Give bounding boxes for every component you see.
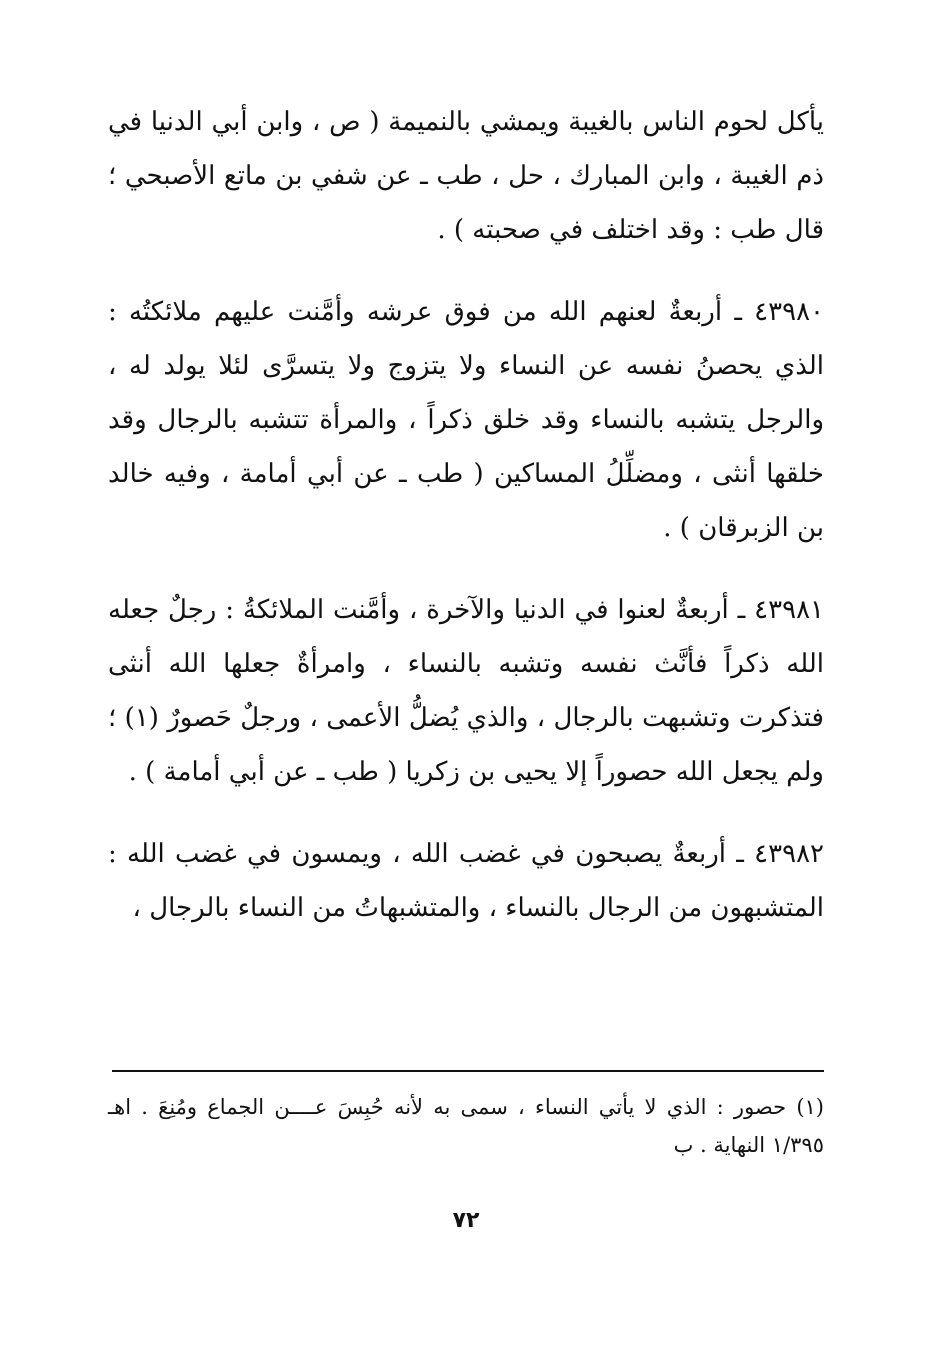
- main-text: [108, 95, 824, 963]
- footnote-divider: [112, 1070, 824, 1072]
- hadith-43981: ٤٣٩٨١ ـ أربعةٌ لعنوا في الدنيا والآخرة ، وأمَّنت الملائكةُ : رجلٌ جعله الله ذكراً فأنَّث نفسه وتشبه بالنساء ، وامرأةٌ جعلها الله أنثى فتذكرت وتشبهت بالرجال ، والذي يُضلُّ الأعمى ، ورجلٌ حَصورٌ (١) ؛ ولم يجعل الله حصوراً إلا يحيى بن زكريا ( طب ـ عن أبي أمامة ) .: [108, 595, 824, 787]
- page-number: ٧٢: [452, 1208, 480, 1233]
- hadith-43982: ٤٣٩٨٢ ـ أربعةٌ يصبحون في غضب الله ، ويمسون في غضب الله : المتشبهون من الرجال بالنساء ، والمتشبهاتُ من النساء بالرجال ،: [108, 839, 824, 923]
- paragraph-continuation: يأكل لحوم الناس بالغيبة ويمشي بالنميمة ( ص ، وابن أبي الدنيا في ذم الغيبة ، وابن المبارك ، حل ، طب ـ عن شفي بن ماتع الأصبحي ؛ قال طب : وقد اختلف في صحبته ) .: [108, 107, 824, 245]
- footnotes: [108, 1088, 824, 1164]
- footnote-1: (١) حصور : الذي لا يأتي النساء ، سمى به لأنه حُبِسَ عــــن الجماع ومُنِعَ . اهـ ١/٣٩٥ النهاية . ب: [108, 1095, 824, 1157]
- hadith-43980: ٤٣٩٨٠ ـ أربعةٌ لعنهم الله من فوق عرشه وأمَّنت عليهم ملائكتُه : الذي يحصنُ نفسه عن النساء ولا يتزوج ولا يتسرَّى لئلا يولد له ، والرجل يتشبه بالنساء وقد خلق ذكراً ، والمرأة تتشبه بالرجال وقد خلقها أنثى ، ومضلِّلُ المساكين ( طب ـ عن أبي أمامة ، وفيه خالد بن الزبرقان ) .: [108, 297, 824, 543]
